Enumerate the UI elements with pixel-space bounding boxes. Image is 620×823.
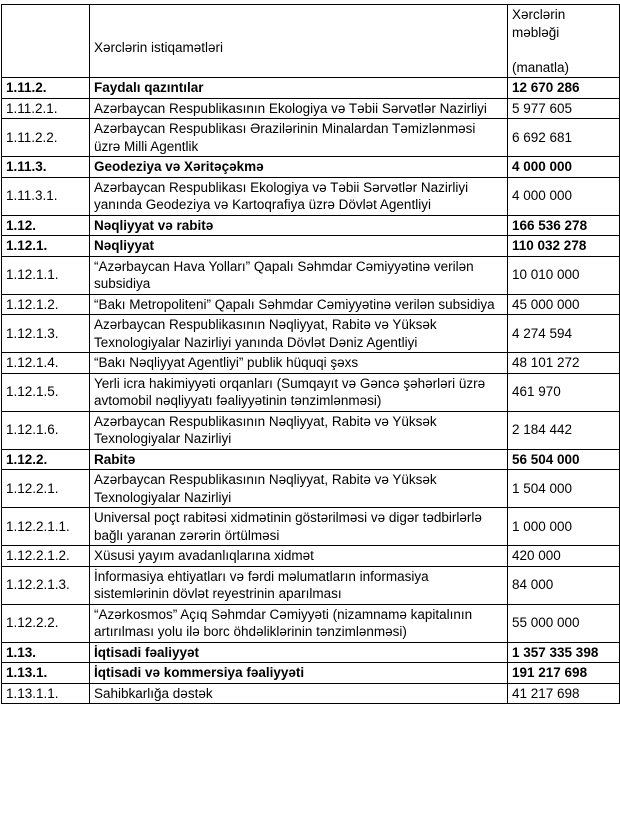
- row-amount: 4 274 594: [508, 315, 620, 353]
- row-amount: 461 970: [508, 373, 620, 411]
- table-row: [2, 470, 620, 508]
- row-amount: 10 010 000: [508, 256, 620, 294]
- row-amount: 48 101 272: [508, 353, 620, 374]
- row-direction: Faydalı qazıntılar: [90, 78, 508, 99]
- budget-table: [1, 4, 620, 704]
- header-amount-gap: [512, 41, 615, 59]
- header-amount-unit: (manatla): [512, 59, 570, 75]
- row-direction: “Bakı Metropoliteni” Qapalı Səhmdar Cəmiyyətinə verilən subsidiya: [90, 294, 508, 315]
- header-code-cell: [2, 5, 90, 78]
- table-row: [2, 256, 620, 294]
- header-amount-title: Xərclərin məbləği: [512, 7, 566, 40]
- table-row: [2, 663, 620, 684]
- row-direction: “Azərbaycan Hava Yolları” Qapalı Səhmdar Cəmiyyətinə verilən subsidiya: [90, 256, 508, 294]
- row-direction: Azərbaycan Respublikasının Nəqliyyat, Rabitə və Yüksək Texnologiyalar Nazirliyi: [90, 411, 508, 449]
- row-amount: 6 692 681: [508, 119, 620, 157]
- row-code: 1.12.2.2.: [2, 604, 90, 642]
- row-code: 1.11.2.2.: [2, 119, 90, 157]
- row-direction: Universal poçt rabitəsi xidmətinin göstərilməsi və digər tədbirlərlə bağlı yaranan zərərin örtülməsi: [90, 508, 508, 546]
- row-direction: Azərbaycan Respublikasının Ekologiya və Təbii Sərvətlər Nazirliyi: [90, 98, 508, 119]
- row-amount: 1 000 000: [508, 508, 620, 546]
- row-direction: İnformasiya ehtiyatları və fərdi məlumatların informasiya sistemlərinin dövlət reyestrinin aparılması: [90, 566, 508, 604]
- table-row: [2, 157, 620, 178]
- table-row: [2, 98, 620, 119]
- row-code: 1.12.: [2, 215, 90, 236]
- table-row: [2, 642, 620, 663]
- header-directions-cell: [90, 5, 508, 78]
- table-row: [2, 119, 620, 157]
- row-code: 1.12.2.1.2.: [2, 546, 90, 567]
- row-amount: 56 504 000: [508, 449, 620, 470]
- table-row: [2, 294, 620, 315]
- table-row: [2, 411, 620, 449]
- row-code: 1.12.1.1.: [2, 256, 90, 294]
- row-direction: İqtisadi fəaliyyət: [90, 642, 508, 663]
- row-direction: Azərbaycan Respublikasının Nəqliyyat, Rabitə və Yüksək Texnologiyalar Nazirliyi: [90, 470, 508, 508]
- row-direction: Azərbaycan Respublikası Ərazilərinin Minalardan Təmizlənməsi üzrə Milli Agentlik: [90, 119, 508, 157]
- table-body: [2, 78, 620, 704]
- table-row: [2, 236, 620, 257]
- table-row: [2, 604, 620, 642]
- row-direction: Xüsusi yayım avadanlıqlarına xidmət: [90, 546, 508, 567]
- row-code: 1.12.1.5.: [2, 373, 90, 411]
- row-amount: 12 670 286: [508, 78, 620, 99]
- table-row: [2, 177, 620, 215]
- table-row: [2, 315, 620, 353]
- row-amount: 191 217 698: [508, 663, 620, 684]
- table-row: [2, 353, 620, 374]
- row-amount: 1 357 335 398: [508, 642, 620, 663]
- row-direction: Sahibkarlığa dəstək: [90, 683, 508, 704]
- row-code: 1.11.3.1.: [2, 177, 90, 215]
- row-amount: 2 184 442: [508, 411, 620, 449]
- row-code: 1.12.2.1.: [2, 470, 90, 508]
- table-row: [2, 546, 620, 567]
- row-code: 1.12.2.1.1.: [2, 508, 90, 546]
- row-direction: Rabitə: [90, 449, 508, 470]
- row-code: 1.12.1.6.: [2, 411, 90, 449]
- row-amount: 1 504 000: [508, 470, 620, 508]
- row-direction: Nəqliyyat: [90, 236, 508, 257]
- row-amount: 5 977 605: [508, 98, 620, 119]
- row-amount: 166 536 278: [508, 215, 620, 236]
- row-amount: 41 217 698: [508, 683, 620, 704]
- header-directions-label: Xərclərin istiqamətləri: [94, 40, 224, 56]
- row-amount: 4 000 000: [508, 157, 620, 178]
- row-direction: “Azərkosmos” Açıq Səhmdar Cəmiyyəti (nizamnamə kapitalının artırılması yolu ilə borc öhdəliklərinin tənzimlənməsi): [90, 604, 508, 642]
- table-row: [2, 449, 620, 470]
- row-amount: 45 000 000: [508, 294, 620, 315]
- table-row: [2, 683, 620, 704]
- row-code: 1.11.2.1.: [2, 98, 90, 119]
- row-code: 1.12.1.3.: [2, 315, 90, 353]
- row-amount: 55 000 000: [508, 604, 620, 642]
- header-row: [2, 5, 620, 78]
- row-code: 1.12.1.: [2, 236, 90, 257]
- row-code: 1.13.1.: [2, 663, 90, 684]
- row-code: 1.12.1.4.: [2, 353, 90, 374]
- header-amount-cell: [508, 5, 620, 78]
- row-code: 1.13.: [2, 642, 90, 663]
- row-amount: 84 000: [508, 566, 620, 604]
- row-code: 1.12.1.2.: [2, 294, 90, 315]
- row-direction: Azərbaycan Respublikasının Nəqliyyat, Rabitə və Yüksək Texnologiyalar Nazirliyi yanında Dövlət Dəniz Agentliyi: [90, 315, 508, 353]
- table-row: [2, 78, 620, 99]
- row-direction: “Bakı Nəqliyyat Agentliyi” publik hüquqi şəxs: [90, 353, 508, 374]
- row-code: 1.11.2.: [2, 78, 90, 99]
- row-direction: Azərbaycan Respublikası Ekologiya və Təbii Sərvətlər Nazirliyi yanında Geodeziya və Kartoqrafiya üzrə Dövlət Agentliyi: [90, 177, 508, 215]
- row-code: 1.11.3.: [2, 157, 90, 178]
- row-amount: 110 032 278: [508, 236, 620, 257]
- row-direction: Geodeziya və Xəritəçəkmə: [90, 157, 508, 178]
- table-row: [2, 215, 620, 236]
- row-amount: 420 000: [508, 546, 620, 567]
- row-direction: Yerli icra hakimiyyəti orqanları (Sumqayıt və Gəncə şəhərləri üzrə avtomobil nəqliyyatı fəaliyyətinin tənzimlənməsi): [90, 373, 508, 411]
- row-code: 1.12.2.: [2, 449, 90, 470]
- row-code: 1.13.1.1.: [2, 683, 90, 704]
- table-row: [2, 508, 620, 546]
- row-amount: 4 000 000: [508, 177, 620, 215]
- row-direction: İqtisadi və kommersiya fəaliyyəti: [90, 663, 508, 684]
- table-row: [2, 373, 620, 411]
- row-direction: Nəqliyyat və rabitə: [90, 215, 508, 236]
- table-row: [2, 566, 620, 604]
- row-code: 1.12.2.1.3.: [2, 566, 90, 604]
